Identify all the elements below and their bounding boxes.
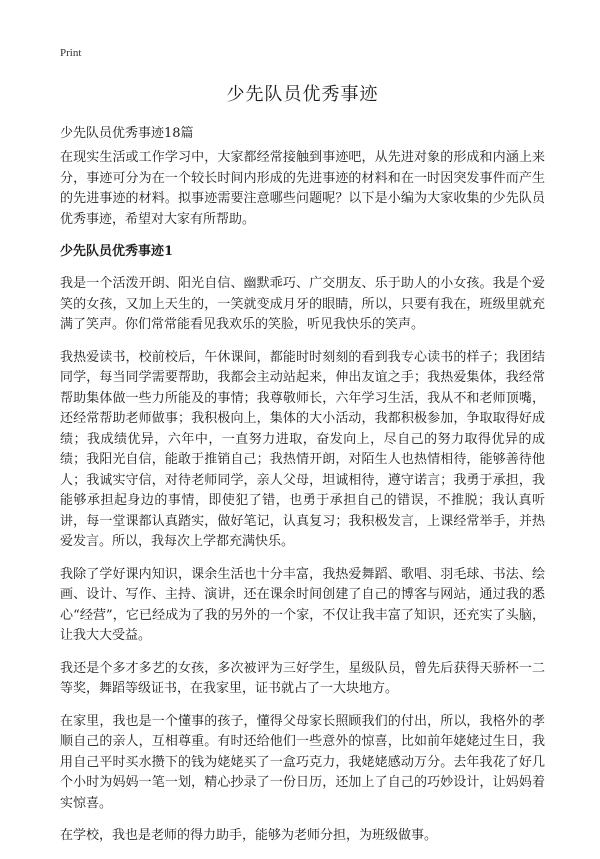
print-link[interactable]: Print: [60, 47, 82, 59]
body-paragraph: 我还是个多才多艺的女孩，多次被评为三好学生，星级队员，曾先后获得天骄杯一二等奖，舞蹈等级证书，在我家里，证书就占了一大块地方。: [60, 660, 545, 696]
document-body: [60, 148, 545, 859]
section-heading: 少先队员优秀事迹1: [60, 244, 174, 259]
body-paragraph: 在家里，我也是一个懂事的孩子，懂得父母家长照顾我们的付出，所以，我格外的孝顺自己的亲人，互相尊重。有时还给他们一些意外的惊喜，比如前年姥姥过生日，我用自己平时买水攒下的钱为姥姥买了一盒巧克力，我姥姥感动万分。去年我花了好几个小时为妈妈一笔一划，精心抄录了一份日历，还加上了自己的巧妙设计，让妈妈着实惊喜。: [60, 713, 545, 811]
page-title: 少先队员优秀事迹: [226, 84, 379, 105]
body-paragraph: 我是一个活泼开朗、阳光自信、幽默乖巧、广交朋友、乐于助人的小女孩。我是个爱笑的女孩，又加上天生的，一笑就变成月牙的眼睛，所以，只要有我在，班级里就充满了笑声。你们常常能看见我欢乐的笑脸，听见我快乐的笑声。: [60, 276, 545, 332]
body-paragraph: 我除了学好课内知识，课余生活也十分丰富，我热爱舞蹈、歌唱、羽毛球、书法、绘画、设计、写作、主持、演讲，还在课余时间创建了自己的博客与网站，通过我的悉心“经营”，它已经成为了我的另外的一个家，不仅让我丰富了知识，还充实了头脑，让我大大受益。: [60, 566, 545, 643]
document-subtitle: 少先队员优秀事迹18篇: [60, 126, 194, 141]
body-paragraph: 在学校，我也是老师的得力助手，能够为老师分担，为班级做事。: [60, 828, 438, 843]
body-paragraph: 我热爱读书，校前校后，午休课间，都能时时刻刻的看到我专心读书的样子；我团结同学，每当同学需要帮助，我都会主动站起来，伸出友谊之手；我热爱集体，我经常帮助集体做一些力所能及的事情；我尊敬师长，六年学习生活，我从不和老师顶嘴，还经常帮助老师做事；我积极向上，集体的大小活动，我都积极参加，争取取得好成绩；我成绩优异，六年中，一直努力进取，奋发向上，尽自己的努力取得优异的成绩；我阳光自信，能敢于推销自己；我热情开朗，对陌生人也热情相待，能够善待他人；我诚实守信，对待老师同学，亲人父母，坦诚相待，遵守诺言；我勇于承担，我能够承担起身边的事情，即使犯了错，也勇于承担自己的错误，不推脱；我认真听讲，每一堂课都认真踏实，做好笔记，认真复习；我积极发言，上课经常举手，并热爱发言。所以，我每次上学都充满快乐。: [60, 349, 545, 549]
intro-paragraph: 在现实生活或工作学习中，大家都经常接触到事迹吧，从先进对象的形成和内涵上来分，事迹可分为在一个较长时间内形成的先进事迹的材料和在一时因突发事件而产生的先进事迹的材料。拟事迹需要注意哪些问题呢？以下是小编为大家收集的少先队员优秀事迹，希望对大家有所帮助。: [60, 150, 545, 227]
